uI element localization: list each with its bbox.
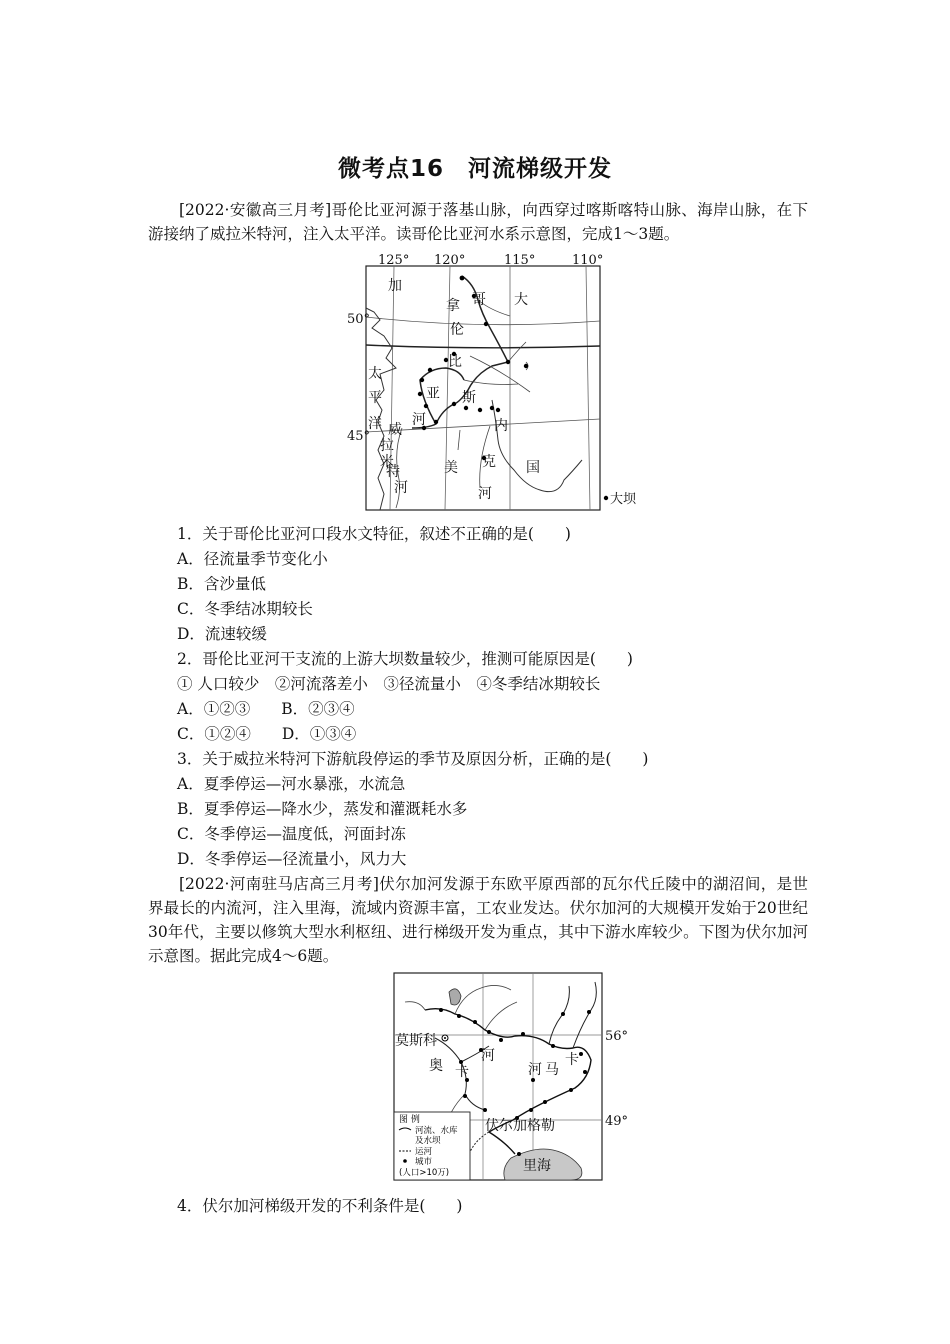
label-ya: 亚	[426, 386, 440, 402]
q1-stem: 1．关于哥伦比亚河口段水文特征，叙述不正确的是( )	[177, 525, 571, 543]
legend-city-icon	[403, 1159, 407, 1163]
legend-river: 河流、水库	[415, 1126, 458, 1136]
label-nei: 内	[494, 418, 508, 434]
q2-options-cd: C．①②④ D．①③④	[177, 725, 357, 743]
q2-stem: 2．哥伦比亚河干支流的上游大坝数量较少，推测可能原因是( )	[177, 650, 633, 668]
passage-1	[148, 198, 808, 246]
lon-125: 125°	[378, 253, 410, 268]
q3-option-c: C．冬季停运—温度低，河面封冻	[177, 825, 406, 843]
q3-option-d: D．冬季停运—径流量小，风力大	[177, 850, 407, 868]
columbia-river-map	[347, 250, 650, 512]
dam-legend-label: 大坝	[610, 492, 637, 507]
q1-option-b: B．含沙量低	[177, 575, 266, 593]
lat-50: 50°	[347, 312, 371, 327]
label-ge: 哥	[472, 292, 486, 308]
label-he2: 河	[394, 480, 408, 496]
q4-stem: 4．伏尔加河梯级开发的不利条件是( )	[177, 1197, 463, 1215]
label-he3: 河	[478, 486, 492, 502]
label-yang: 洋	[368, 416, 382, 432]
q1-option-a: A．径流量季节变化小	[177, 550, 328, 568]
label-ka1: 卡	[455, 1064, 469, 1080]
label-mei: 美	[444, 460, 458, 476]
label-volgograd: 伏尔加格勒	[485, 1118, 555, 1134]
label-he1: 河	[412, 412, 426, 428]
q3-option-a: A．夏季停运—河水暴涨，水流急	[177, 775, 406, 793]
lat-49: 49°	[605, 1114, 629, 1129]
q1-option-c: C．冬季结冰期较长	[177, 600, 313, 618]
label-tai: 太	[368, 366, 382, 382]
passage-2	[148, 872, 808, 968]
label-ma: 马	[545, 1062, 559, 1078]
label-guo: 国	[526, 460, 540, 476]
label-da: 大	[514, 292, 528, 308]
volga-river-map	[385, 970, 635, 1184]
label-te: 特	[386, 464, 400, 480]
legend-city-pop: (人口>10万)	[399, 1168, 450, 1178]
label-mi: 米	[380, 454, 394, 470]
label-ping: 平	[368, 390, 382, 406]
label-caspian: 里海	[523, 1158, 551, 1174]
q2-sub-items: ① 人口较少 ②河流落差小 ③径流量小 ④冬季结冰期较长	[177, 675, 601, 693]
lat-56: 56°	[605, 1029, 629, 1044]
label-bi: 比	[448, 354, 462, 370]
passage-2-source: [2022·河南驻马店高三月考]	[179, 875, 379, 893]
label-lun: 伦	[450, 322, 464, 338]
label-na: 拿	[446, 298, 460, 314]
legend-city: 城市	[415, 1157, 433, 1167]
label-ke: 克	[482, 454, 496, 470]
passage-1-source: [2022·安徽高三月考]	[179, 201, 332, 219]
page-title: 微考点16 河流梯级开发	[337, 156, 612, 182]
label-la: 拉	[380, 438, 394, 454]
legend-title: 图 例	[399, 1115, 420, 1125]
label-wei: 威	[388, 422, 402, 438]
lon-120: 120°	[434, 253, 466, 268]
q3-stem: 3．关于威拉米特河下游航段停运的季节及原因分析，正确的是( )	[177, 750, 649, 768]
label-jia: 加	[388, 278, 402, 294]
label-he-kama: 河	[528, 1062, 542, 1078]
legend-canal: 运河	[415, 1147, 433, 1157]
q3-option-b: B．夏季停运—降水少，蒸发和灌溉耗水多	[177, 800, 468, 818]
lon-115: 115°	[504, 253, 536, 268]
passage-1-text: 哥伦比亚河源于落基山脉，向西穿过喀斯喀特山脉、海岸山脉，在下游接纳了威拉米特河，注入太平洋。读哥伦比亚河水系示意图，完成1～3题。	[148, 201, 808, 243]
label-ka2: 卡	[565, 1052, 579, 1068]
label-moscow: 莫斯科	[395, 1033, 437, 1049]
label-si: 斯	[462, 390, 476, 406]
q2-options-ab: A．①②③ B．②③④	[177, 700, 355, 718]
label-he-oka: 河	[481, 1048, 495, 1064]
passage-2-text: 伏尔加河发源于东欧平原西部的瓦尔代丘陵中的湖沼间，是世界最长的内流河，注入里海，流域内资源丰富，工农业发达。伏尔加河的大规模开发始于20世纪30年代，主要以修筑大型水利枢纽、进行梯级开发为重点，其中下游水库较少。下图为伏尔加河示意图。据此完成4～6题。	[148, 875, 809, 965]
legend-dam: 及水坝	[415, 1136, 441, 1146]
q1-option-d: D．流速较缓	[177, 625, 267, 643]
lon-110: 110°	[572, 253, 604, 268]
label-ao: 奥	[429, 1058, 443, 1074]
lat-45: 45°	[347, 429, 371, 444]
